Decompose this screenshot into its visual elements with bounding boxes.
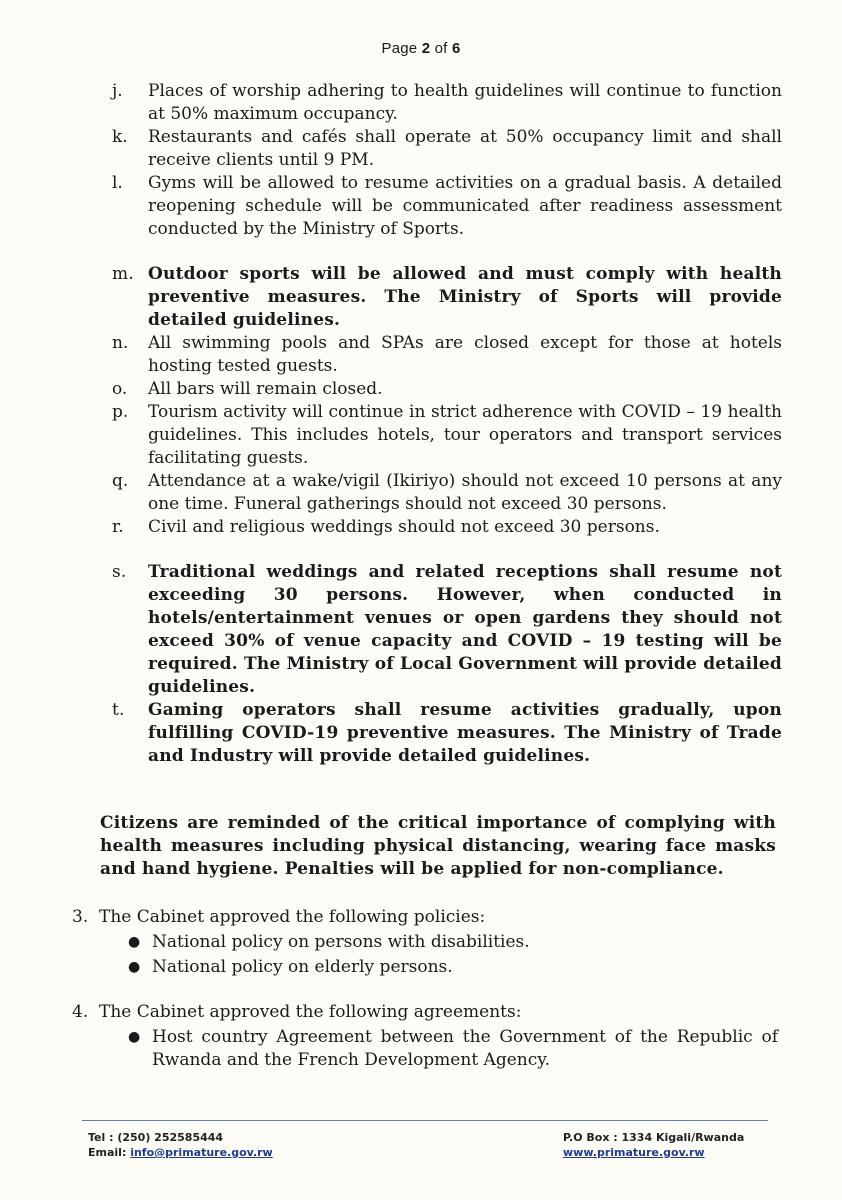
spacer <box>112 241 782 263</box>
section-agreements <box>72 1001 778 1074</box>
footer-website-link[interactable]: www.primature.gov.rw <box>563 1146 705 1159</box>
item-label: s. <box>112 562 127 582</box>
item-text: Gaming operators shall resume activities gradually, upon fulfilling COVID-19 preventive measures. The Ministry of Trade and Industry will provide detailed guidelines. <box>148 700 782 766</box>
measures-list <box>112 80 782 768</box>
item-label: j. <box>112 81 123 101</box>
footer-contact <box>88 1130 273 1160</box>
page-of: of <box>434 40 448 57</box>
item-label: m. <box>112 264 134 284</box>
footer-email-row <box>88 1145 273 1160</box>
item-label: r. <box>112 517 124 537</box>
list-item <box>112 699 782 768</box>
item-text: Places of worship adhering to health guidelines will continue to function at 50% maximum occupancy. <box>148 81 782 124</box>
item-label: t. <box>112 700 125 720</box>
item-text: Attendance at a wake/vigil (Ikiriyo) should not exceed 10 persons at any one time. Funeral gatherings should not exceed 30 persons. <box>148 471 782 514</box>
citizens-reminder: Citizens are reminded of the critical importance of complying with health measures including physical distancing, wearing face masks and hand hygiene. Penalties will be applied for non-compliance. <box>100 813 776 879</box>
bullet-text: National policy on elderly persons. <box>152 957 453 977</box>
list-item <box>112 401 782 470</box>
item-text: Traditional weddings and related receptions shall resume not exceeding 30 persons. However, when conducted in hotels/entertainment venues or open gardens they should not exceed 30% of venue capacity and COVID – 19 testing will be required. The Ministry of Local Government will provide detailed guidelines. <box>148 562 782 697</box>
section-heading: The Cabinet approved the following policies: <box>99 907 486 927</box>
item-label: k. <box>112 127 128 147</box>
page-total: 6 <box>451 40 461 57</box>
bullet-text: National policy on persons with disabilities. <box>152 932 530 952</box>
list-item <box>112 126 782 172</box>
list-item <box>112 516 782 539</box>
item-text: Civil and religious weddings should not exceed 30 persons. <box>148 517 660 537</box>
footer-po-box: P.O Box : 1334 Kigali/Rwanda <box>563 1131 745 1144</box>
footer-email-label: Email: <box>88 1146 127 1159</box>
page-prefix: Page <box>381 40 418 57</box>
footer-tel: Tel : (250) 252585444 <box>88 1131 224 1144</box>
list-item <box>112 378 782 401</box>
list-item <box>112 561 782 699</box>
footer-divider <box>82 1120 768 1121</box>
item-label: p. <box>112 402 129 422</box>
section-number: 3. <box>72 907 89 927</box>
list-item <box>72 956 778 979</box>
item-text: All swimming pools and SPAs are closed except for those at hotels hosting tested guests. <box>148 333 782 376</box>
bullet-icon: ● <box>128 934 141 950</box>
list-item <box>112 332 782 378</box>
item-text: Outdoor sports will be allowed and must comply with health preventive measures. The Ministry of Sports will provide detailed guidelines. <box>148 264 782 330</box>
item-text: Tourism activity will continue in strict adherence with COVID – 19 health guidelines. This includes hotels, tour operators and transport services facilitating guests. <box>148 402 782 468</box>
item-label: l. <box>112 173 123 193</box>
agreement-list <box>72 1026 778 1072</box>
list-item <box>72 1026 778 1072</box>
list-item <box>112 172 782 241</box>
bullet-icon: ● <box>128 959 141 975</box>
page-number <box>0 40 842 57</box>
list-item <box>112 80 782 126</box>
list-item <box>112 470 782 516</box>
spacer <box>112 539 782 561</box>
list-item <box>112 263 782 332</box>
item-text: Restaurants and cafés shall operate at 50% occupancy limit and shall receive clients until 9 PM. <box>148 127 782 170</box>
item-text: All bars will remain closed. <box>148 379 383 399</box>
footer-address <box>563 1130 744 1160</box>
section-number: 4. <box>72 1002 89 1022</box>
item-text: Gyms will be allowed to resume activities on a gradual basis. A detailed reopening schedule will be communicated after readiness assessment conducted by the Ministry of Sports. <box>148 173 782 239</box>
policy-list <box>72 931 778 979</box>
item-label: q. <box>112 471 129 491</box>
list-item <box>72 931 778 954</box>
section-policies <box>72 906 778 981</box>
bullet-text: Host country Agreement between the Government of the Republic of Rwanda and the French Development Agency. <box>152 1027 778 1070</box>
section-heading: The Cabinet approved the following agreements: <box>99 1002 522 1022</box>
item-label: n. <box>112 333 129 353</box>
bullet-icon: ● <box>128 1029 141 1045</box>
footer-email-link[interactable]: info@primature.gov.rw <box>130 1146 273 1159</box>
page-current: 2 <box>421 40 431 57</box>
item-label: o. <box>112 379 128 399</box>
